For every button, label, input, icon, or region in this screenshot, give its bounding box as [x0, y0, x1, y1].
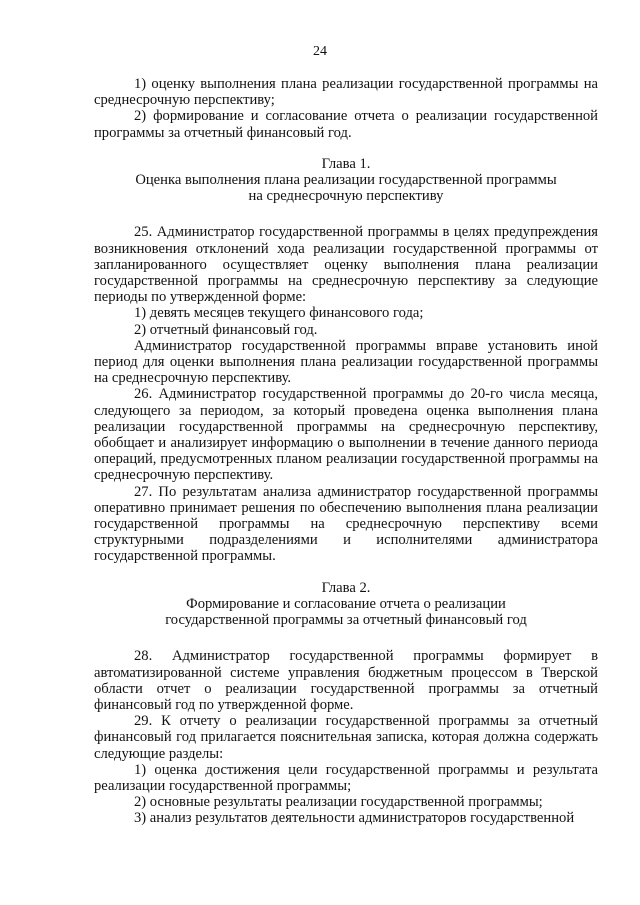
chapter-1-label: Глава 1.	[321, 155, 371, 172]
paragraph-28: 28. Администратор государственной программы формирует в автоматизированной системе управления бюджетным процессом в Тверской области отчет о реализации государственной программы за отчетный финансовый год по утвержденной форме.	[94, 648, 598, 713]
list-item: 1) девять месяцев текущего финансового года;	[134, 305, 424, 322]
list-item: 1) оценка достижения цели государственной программы и результата реализации государственной программы;	[94, 761, 598, 794]
chapter-2-label: Глава 2.	[321, 579, 371, 596]
chapter-1-title: Оценка выполнения плана реализации государственной программы	[135, 172, 557, 189]
list-item: 2) отчетный финансовый год.	[134, 321, 318, 338]
chapter-2-title-continued: государственной программы за отчетный финансовый год	[165, 612, 527, 629]
paragraph-25: 25. Администратор государственной программы в целях предупреждения возникновения отклонений хода реализации государственной программы от запланированного осуществляет оценку выполнения плана реализации государственной программы на среднесрочную перспективу за следующие периоды по утвержденной форме:	[94, 224, 598, 306]
paragraph-29: 29. К отчету о реализации государственной программы за отчетный финансовый год прилагается пояснительная записка, которая должна содержать следующие разделы:	[94, 713, 598, 762]
intro-item: 1) оценку выполнения плана реализации государственной программы на среднесрочную перспективу;	[94, 76, 598, 109]
paragraph: Администратор государственной программы вправе установить иной период для оценки выполнения плана реализации государственной программы на среднесрочную перспективу.	[94, 337, 598, 387]
document-body	[94, 76, 598, 827]
paragraph-27: 27. По результатам анализа администратор государственной программы оперативно принимает решения по обеспечению выполнения плана реализации государственной программы на среднесрочную перспективу всеми структурными подразделениями и исполнителями администратора государственной программы.	[94, 483, 598, 565]
chapter-2-title: Формирование и согласование отчета о реализации	[186, 595, 506, 612]
list-item: 2) основные результаты реализации государственной программы;	[134, 794, 543, 811]
paragraph-26: 26. Администратор государственной программы до 20-го числа месяца, следующего за периодом, за который проведена оценка выполнения плана реализации государственной программы на среднесрочную перспективу, обобщает и анализирует информацию о выполнении в течение данного периода операций, предусмотренных планом реализации государственной программы на среднесрочную перспективу.	[94, 386, 598, 484]
intro-item: 2) формирование и согласование отчета о реализации государственной программы за отчетный финансовый год.	[94, 108, 598, 141]
chapter-1-title-continued: на среднесрочную перспективу	[248, 188, 444, 205]
page-number: 24	[313, 44, 327, 59]
list-item: 3) анализ результатов деятельности администраторов государственной	[134, 810, 575, 827]
